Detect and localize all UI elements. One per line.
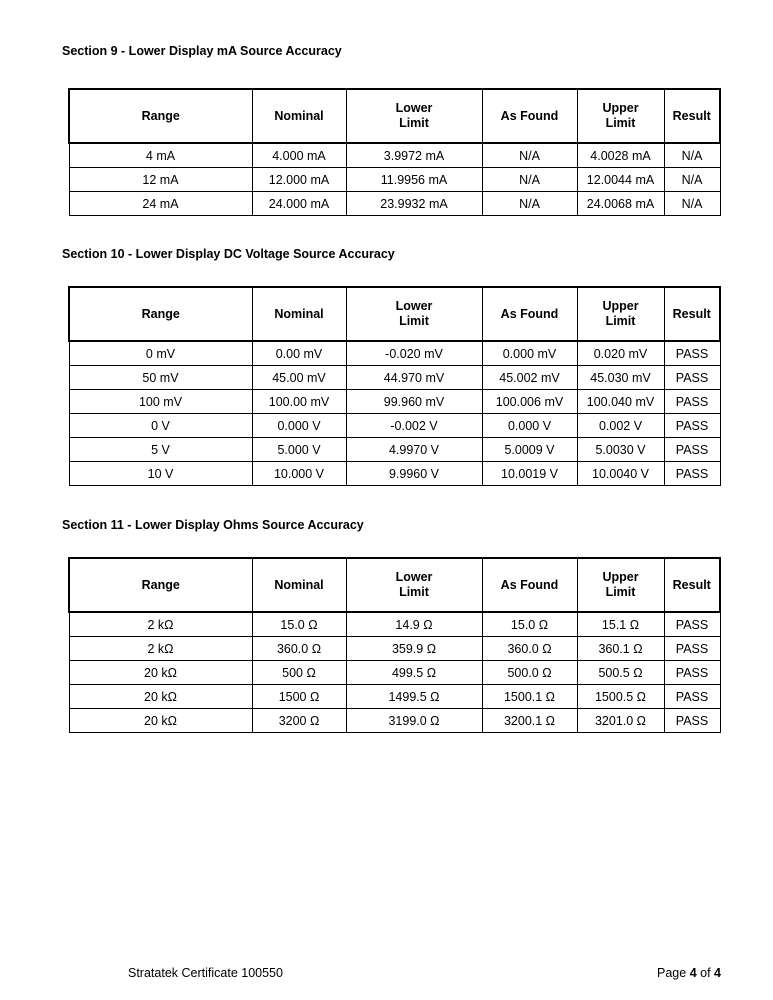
cell-range: 5 V — [69, 438, 252, 462]
header-upper-limit: Upper Limit — [577, 558, 664, 612]
cell-nominal: 360.0 Ω — [252, 637, 346, 661]
cell-result: PASS — [664, 661, 720, 685]
cell-result: PASS — [664, 341, 720, 366]
cell-lower-limit: 359.9 Ω — [346, 637, 482, 661]
table-row — [69, 661, 720, 685]
table-row — [69, 366, 720, 390]
cell-range: 4 mA — [69, 143, 252, 168]
cell-nominal: 15.0 Ω — [252, 612, 346, 637]
cell-as-found: N/A — [482, 143, 577, 168]
cell-nominal: 4.000 mA — [252, 143, 346, 168]
cell-as-found: 0.000 mV — [482, 341, 577, 366]
cell-result: N/A — [664, 143, 720, 168]
cell-lower-limit: 99.960 mV — [346, 390, 482, 414]
cell-upper-limit: 0.002 V — [577, 414, 664, 438]
cell-nominal: 0.00 mV — [252, 341, 346, 366]
table-row — [69, 612, 720, 637]
cell-upper-limit: 24.0068 mA — [577, 192, 664, 216]
cell-as-found: N/A — [482, 168, 577, 192]
header-result: Result — [664, 89, 720, 143]
cell-result: PASS — [664, 612, 720, 637]
table-row — [69, 685, 720, 709]
cell-range: 20 kΩ — [69, 661, 252, 685]
section-11-title: Section 11 - Lower Display Ohms Source Accuracy — [62, 518, 364, 532]
header-range: Range — [69, 558, 252, 612]
cell-upper-limit: 12.0044 mA — [577, 168, 664, 192]
cell-upper-limit: 3201.0 Ω — [577, 709, 664, 733]
cell-nominal: 45.00 mV — [252, 366, 346, 390]
cell-upper-limit: 4.0028 mA — [577, 143, 664, 168]
section-10-title: Section 10 - Lower Display DC Voltage Source Accuracy — [62, 247, 395, 261]
header-row — [69, 287, 720, 341]
header-upper-limit: Upper Limit — [577, 89, 664, 143]
cell-range: 2 kΩ — [69, 612, 252, 637]
cell-upper-limit: 0.020 mV — [577, 341, 664, 366]
cell-lower-limit: -0.020 mV — [346, 341, 482, 366]
cell-nominal: 100.00 mV — [252, 390, 346, 414]
header-result: Result — [664, 287, 720, 341]
header-lower-limit: Lower Limit — [346, 89, 482, 143]
cell-result: PASS — [664, 390, 720, 414]
table-row — [69, 709, 720, 733]
cell-nominal: 0.000 V — [252, 414, 346, 438]
table-row — [69, 341, 720, 366]
section-11-table — [68, 557, 721, 733]
header-nominal: Nominal — [252, 558, 346, 612]
cell-as-found: N/A — [482, 192, 577, 216]
cell-range: 2 kΩ — [69, 637, 252, 661]
cell-range: 0 V — [69, 414, 252, 438]
cell-upper-limit: 10.0040 V — [577, 462, 664, 486]
header-range: Range — [69, 89, 252, 143]
cell-result: PASS — [664, 462, 720, 486]
header-range: Range — [69, 287, 252, 341]
table-row — [69, 414, 720, 438]
cell-as-found: 500.0 Ω — [482, 661, 577, 685]
cell-upper-limit: 100.040 mV — [577, 390, 664, 414]
cell-as-found: 0.000 V — [482, 414, 577, 438]
cell-as-found: 1500.1 Ω — [482, 685, 577, 709]
header-result: Result — [664, 558, 720, 612]
cell-range: 0 mV — [69, 341, 252, 366]
cell-as-found: 360.0 Ω — [482, 637, 577, 661]
cell-lower-limit: -0.002 V — [346, 414, 482, 438]
cell-nominal: 10.000 V — [252, 462, 346, 486]
cell-nominal: 500 Ω — [252, 661, 346, 685]
cell-result: PASS — [664, 685, 720, 709]
header-as-found: As Found — [482, 89, 577, 143]
cell-lower-limit: 23.9932 mA — [346, 192, 482, 216]
header-nominal: Nominal — [252, 89, 346, 143]
cell-result: PASS — [664, 438, 720, 462]
cell-as-found: 5.0009 V — [482, 438, 577, 462]
cell-result: PASS — [664, 366, 720, 390]
table-row — [69, 143, 720, 168]
header-lower-limit: Lower Limit — [346, 287, 482, 341]
header-row — [69, 558, 720, 612]
cell-lower-limit: 1499.5 Ω — [346, 685, 482, 709]
section-10-table — [68, 286, 721, 486]
cell-range: 50 mV — [69, 366, 252, 390]
cell-result: PASS — [664, 637, 720, 661]
page-word: Page — [657, 966, 687, 980]
table-row — [69, 438, 720, 462]
cell-upper-limit: 360.1 Ω — [577, 637, 664, 661]
cell-upper-limit: 500.5 Ω — [577, 661, 664, 685]
cell-range: 12 mA — [69, 168, 252, 192]
header-row — [69, 89, 720, 143]
table-row — [69, 390, 720, 414]
cell-lower-limit: 44.970 mV — [346, 366, 482, 390]
cell-nominal: 12.000 mA — [252, 168, 346, 192]
cell-nominal: 5.000 V — [252, 438, 346, 462]
page-of: of — [700, 966, 711, 980]
page-number — [657, 966, 721, 980]
cell-lower-limit: 14.9 Ω — [346, 612, 482, 637]
cell-lower-limit: 11.9956 mA — [346, 168, 482, 192]
page-current: 4 — [689, 966, 697, 980]
cell-result: N/A — [664, 168, 720, 192]
cell-as-found: 3200.1 Ω — [482, 709, 577, 733]
cell-range: 100 mV — [69, 390, 252, 414]
cell-as-found: 10.0019 V — [482, 462, 577, 486]
header-nominal: Nominal — [252, 287, 346, 341]
cell-range: 24 mA — [69, 192, 252, 216]
certificate-number: Stratatek Certificate 100550 — [128, 966, 283, 980]
cell-lower-limit: 3199.0 Ω — [346, 709, 482, 733]
cell-lower-limit: 4.9970 V — [346, 438, 482, 462]
cell-range: 20 kΩ — [69, 685, 252, 709]
cell-range: 10 V — [69, 462, 252, 486]
header-lower-limit: Lower Limit — [346, 558, 482, 612]
cell-nominal: 3200 Ω — [252, 709, 346, 733]
header-as-found: As Found — [482, 287, 577, 341]
cell-as-found: 15.0 Ω — [482, 612, 577, 637]
cell-lower-limit: 3.9972 mA — [346, 143, 482, 168]
cell-result: PASS — [664, 709, 720, 733]
cell-as-found: 45.002 mV — [482, 366, 577, 390]
table-row — [69, 168, 720, 192]
cell-as-found: 100.006 mV — [482, 390, 577, 414]
header-upper-limit: Upper Limit — [577, 287, 664, 341]
cell-range: 20 kΩ — [69, 709, 252, 733]
table-row — [69, 462, 720, 486]
cell-upper-limit: 5.0030 V — [577, 438, 664, 462]
section-9-table — [68, 88, 721, 216]
page-total: 4 — [714, 966, 721, 980]
cell-upper-limit: 15.1 Ω — [577, 612, 664, 637]
header-as-found: As Found — [482, 558, 577, 612]
section-9-title: Section 9 - Lower Display mA Source Accuracy — [62, 44, 342, 58]
cell-lower-limit: 9.9960 V — [346, 462, 482, 486]
cell-result: N/A — [664, 192, 720, 216]
cell-upper-limit: 45.030 mV — [577, 366, 664, 390]
table-row — [69, 637, 720, 661]
cell-upper-limit: 1500.5 Ω — [577, 685, 664, 709]
cell-nominal: 1500 Ω — [252, 685, 346, 709]
cell-nominal: 24.000 mA — [252, 192, 346, 216]
cell-result: PASS — [664, 414, 720, 438]
cell-lower-limit: 499.5 Ω — [346, 661, 482, 685]
table-row — [69, 192, 720, 216]
